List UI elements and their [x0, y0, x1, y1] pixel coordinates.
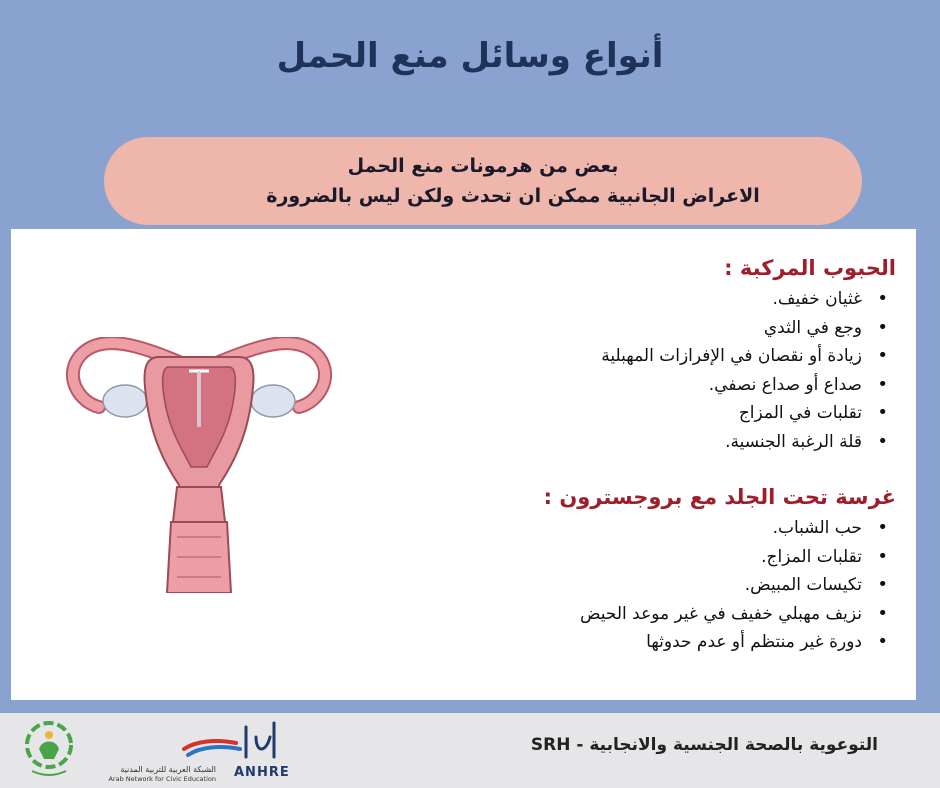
list-item: • زيادة أو نقصان في الإفرازات المهبلية [416, 342, 896, 371]
association-logo-icon [22, 719, 76, 781]
anhre-wordmark: ANHRE [234, 765, 290, 780]
list-item: • قلة الرغبة الجنسية. [416, 428, 896, 457]
list-item: • غثيان خفيف. [416, 285, 896, 314]
banner-line-2: الاعراض الجانبية ممكن ان تحدث ولكن ليس بالضرورة [266, 185, 760, 207]
page-title: أنواع وسائل منع الحمل [276, 36, 664, 76]
list-item: • صداع أو صداع نصفي. [416, 371, 896, 400]
content-panel [11, 229, 916, 700]
list-item: • دورة غير منتظم أو عدم حدوثها [416, 628, 896, 657]
anhre-arabic-name: الشبكة العربية للتربية المدنية [120, 765, 216, 774]
list-item: • نزيف مهبلي خفيف في غير موعد الحيض [416, 600, 896, 629]
right-ovary [251, 385, 295, 417]
combined-pill-list [416, 285, 896, 456]
list-item: • وجع في الثدي [416, 314, 896, 343]
section-heading-combined-pill: الحبوب المركبة : [724, 256, 896, 280]
side-effects-content [416, 253, 896, 657]
implant-list [416, 514, 896, 657]
list-item: • تكيسات المبيض. [416, 571, 896, 600]
anhre-english-name: Arab Network for Civic Education [108, 775, 216, 783]
footer-bar [0, 713, 940, 788]
info-banner [104, 137, 862, 225]
banner-line-1: بعض من هرمونات منع الحمل [347, 155, 619, 177]
left-ovary [103, 385, 147, 417]
list-item: • حب الشباب. [416, 514, 896, 543]
footer-caption: التوعوية بالصحة الجنسية والانجابية - SRH [530, 735, 878, 755]
list-item: • تقلبات المزاج. [416, 543, 896, 572]
anhre-logo-icon [96, 717, 286, 767]
list-item: • تقلبات في المزاج [416, 399, 896, 428]
anhre-logo [96, 717, 290, 783]
section-heading-implant: غرسة تحت الجلد مع بروجسترون : [543, 485, 896, 509]
uterus-illustration [59, 337, 339, 593]
cervix [173, 487, 225, 522]
